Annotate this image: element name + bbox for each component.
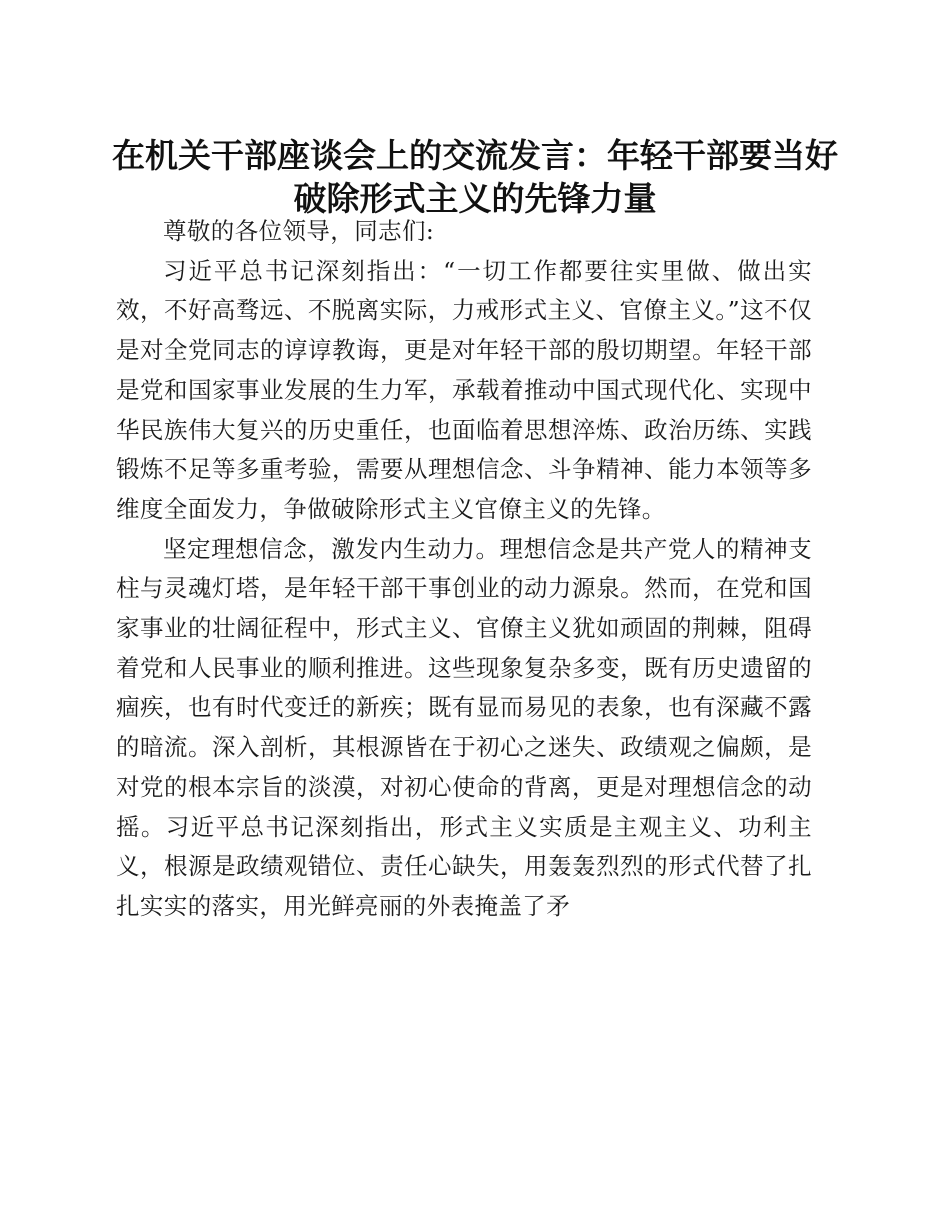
body-paragraph-1: 习近平总书记深刻指出：“一切工作都要往实里做、做出实效，不好高骛远、不脱离实际，力戒形式主义、官僚主义。”这不仅是对全党同志的谆谆教诲，更是对年轻干部的殷切期望。年轻干部是党和国家事业发展的生力军，承载着推动中国式现代化、实现中华民族伟大复兴的历史重任，也面临着思想淬炼、政治历练、实践锻炼不足等多重考验，需要从理想信念、斗争精神、能力本领等多维度全面发力，争做破除形式主义官僚主义的先锋。 [116, 256, 812, 523]
document-title: 在机关干部座谈会上的交流发言：年轻干部要当好破除形式主义的先锋力量 [112, 136, 838, 218]
body-paragraph-2: 坚定理想信念，激发内生动力。理想信念是共产党人的精神支柱与灵魂灯塔，是年轻干部干事创业的动力源泉。然而，在党和国家事业的壮阔征程中，形式主义、官僚主义犹如顽固的荆棘，阻碍着党和人民事业的顺利推进。这些现象复杂多变，既有历史遗留的痼疾，也有时代变迁的新疾；既有显而易见的表象，也有深藏不露的暗流。深入剖析，其根源皆在于初心之迷失、政绩观之偏颇，是对党的根本宗旨的淡漠，对初心使命的背离，更是对理想信念的动摇。习近平总书记深刻指出，形式主义实质是主观主义、功利主义，根源是政绩观错位、责任心缺失，用轰轰烈烈的形式代替了扎扎实实的落实，用光鲜亮丽的外表掩盖了矛 [116, 534, 812, 920]
greeting-paragraph: 尊敬的各位领导，同志们: [163, 217, 435, 245]
document-body [116, 212, 812, 927]
